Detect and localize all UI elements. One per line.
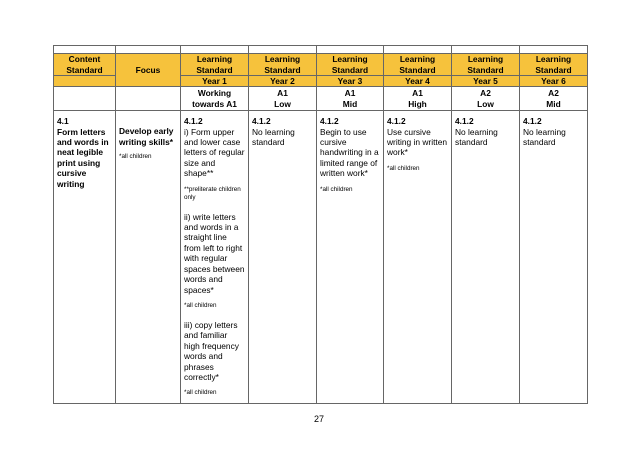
focus-text: Develop early writing skills* (119, 126, 174, 147)
year-blank-cell (54, 76, 116, 87)
year1-part2-text: ii) write letters and words in a straight line from left to right with regular spaces between words and spaces* (184, 211, 245, 295)
year3-cell (317, 111, 384, 404)
year3-note: *all children (320, 185, 353, 193)
year-6: Year 6 (520, 76, 588, 87)
content-row (54, 111, 588, 404)
content-standard-text: Form letters and words in neat legible print using cursive writing (57, 126, 109, 189)
year5-code: 4.1.2 (455, 116, 474, 127)
header-learning-standard-6: Learning Standard (520, 54, 588, 76)
level-name: Low (477, 98, 494, 109)
content-standard-cell (54, 111, 116, 404)
content-standard-code: 4.1 (57, 116, 69, 127)
year4-code: 4.1.2 (387, 116, 406, 127)
focus-cell (116, 111, 181, 404)
year1-part1-note: **preliterate children only (184, 185, 241, 201)
level-name: Low (274, 98, 291, 109)
year2-code: 4.1.2 (252, 116, 271, 127)
year-2: Year 2 (249, 76, 317, 87)
header-learning-standard-5: Learning Standard (452, 54, 520, 76)
level-row (54, 87, 588, 111)
year4-cell (384, 111, 452, 404)
year1-part3-note: *all children (184, 389, 217, 397)
level-cell (520, 87, 588, 111)
level-code: A1 (277, 88, 288, 99)
year-1: Year 1 (181, 76, 249, 87)
year6-text: No learning standard (523, 126, 566, 148)
year4-note: *all children (387, 164, 420, 172)
year1-part3-text: iii) copy letters and familiar high frequency words and phrases correctly* (184, 319, 239, 382)
level-cell (452, 87, 520, 111)
header-row (54, 54, 588, 76)
level-code: A2 (548, 88, 559, 99)
header-learning-standard-1: Learning Standard (181, 54, 249, 76)
year5-text: No learning standard (455, 126, 498, 148)
level-blank-cell (54, 87, 116, 111)
year-5: Year 5 (452, 76, 520, 87)
year1-part1-text: i) Form upper and lower case letters of regular size and shape** (184, 126, 245, 179)
header-learning-standard-3: Learning Standard (317, 54, 384, 76)
level-cell (181, 87, 249, 111)
year2-cell (249, 111, 317, 404)
year1-cell (181, 111, 249, 404)
level-code: A1 (412, 88, 423, 99)
level-code: A2 (480, 88, 491, 99)
level-cell (384, 87, 452, 111)
learning-standards-table (53, 45, 588, 404)
header-learning-standard-4: Learning Standard (384, 54, 452, 76)
year6-code: 4.1.2 (523, 116, 542, 127)
year2-text: No learning standard (252, 126, 295, 148)
header-focus: Focus (116, 54, 181, 87)
level-cell (249, 87, 317, 111)
page-number: 27 (313, 414, 324, 424)
focus-note: *all children (119, 153, 152, 161)
year1-part2-note: *all children (184, 301, 217, 309)
level-name: High (408, 98, 427, 109)
level-name: Mid (342, 98, 358, 109)
header-content-standard: Content Standard (54, 54, 116, 76)
level-name: Working towards A1 (192, 88, 237, 109)
level-blank-cell (116, 87, 181, 111)
year-3: Year 3 (317, 76, 384, 87)
year-4: Year 4 (384, 76, 452, 87)
year4-text: Use cursive writing in written work* (387, 126, 448, 158)
level-name: Mid (546, 98, 561, 109)
level-cell (317, 87, 384, 111)
blank-top-row (54, 46, 588, 54)
year6-cell (520, 111, 588, 404)
year1-code: 4.1.2 (184, 116, 203, 127)
year3-code: 4.1.2 (320, 116, 339, 127)
header-learning-standard-2: Learning Standard (249, 54, 317, 76)
year5-cell (452, 111, 520, 404)
year3-text: Begin to use cursive handwriting in a limited range of written work* (320, 126, 379, 179)
level-code: A1 (344, 88, 356, 99)
